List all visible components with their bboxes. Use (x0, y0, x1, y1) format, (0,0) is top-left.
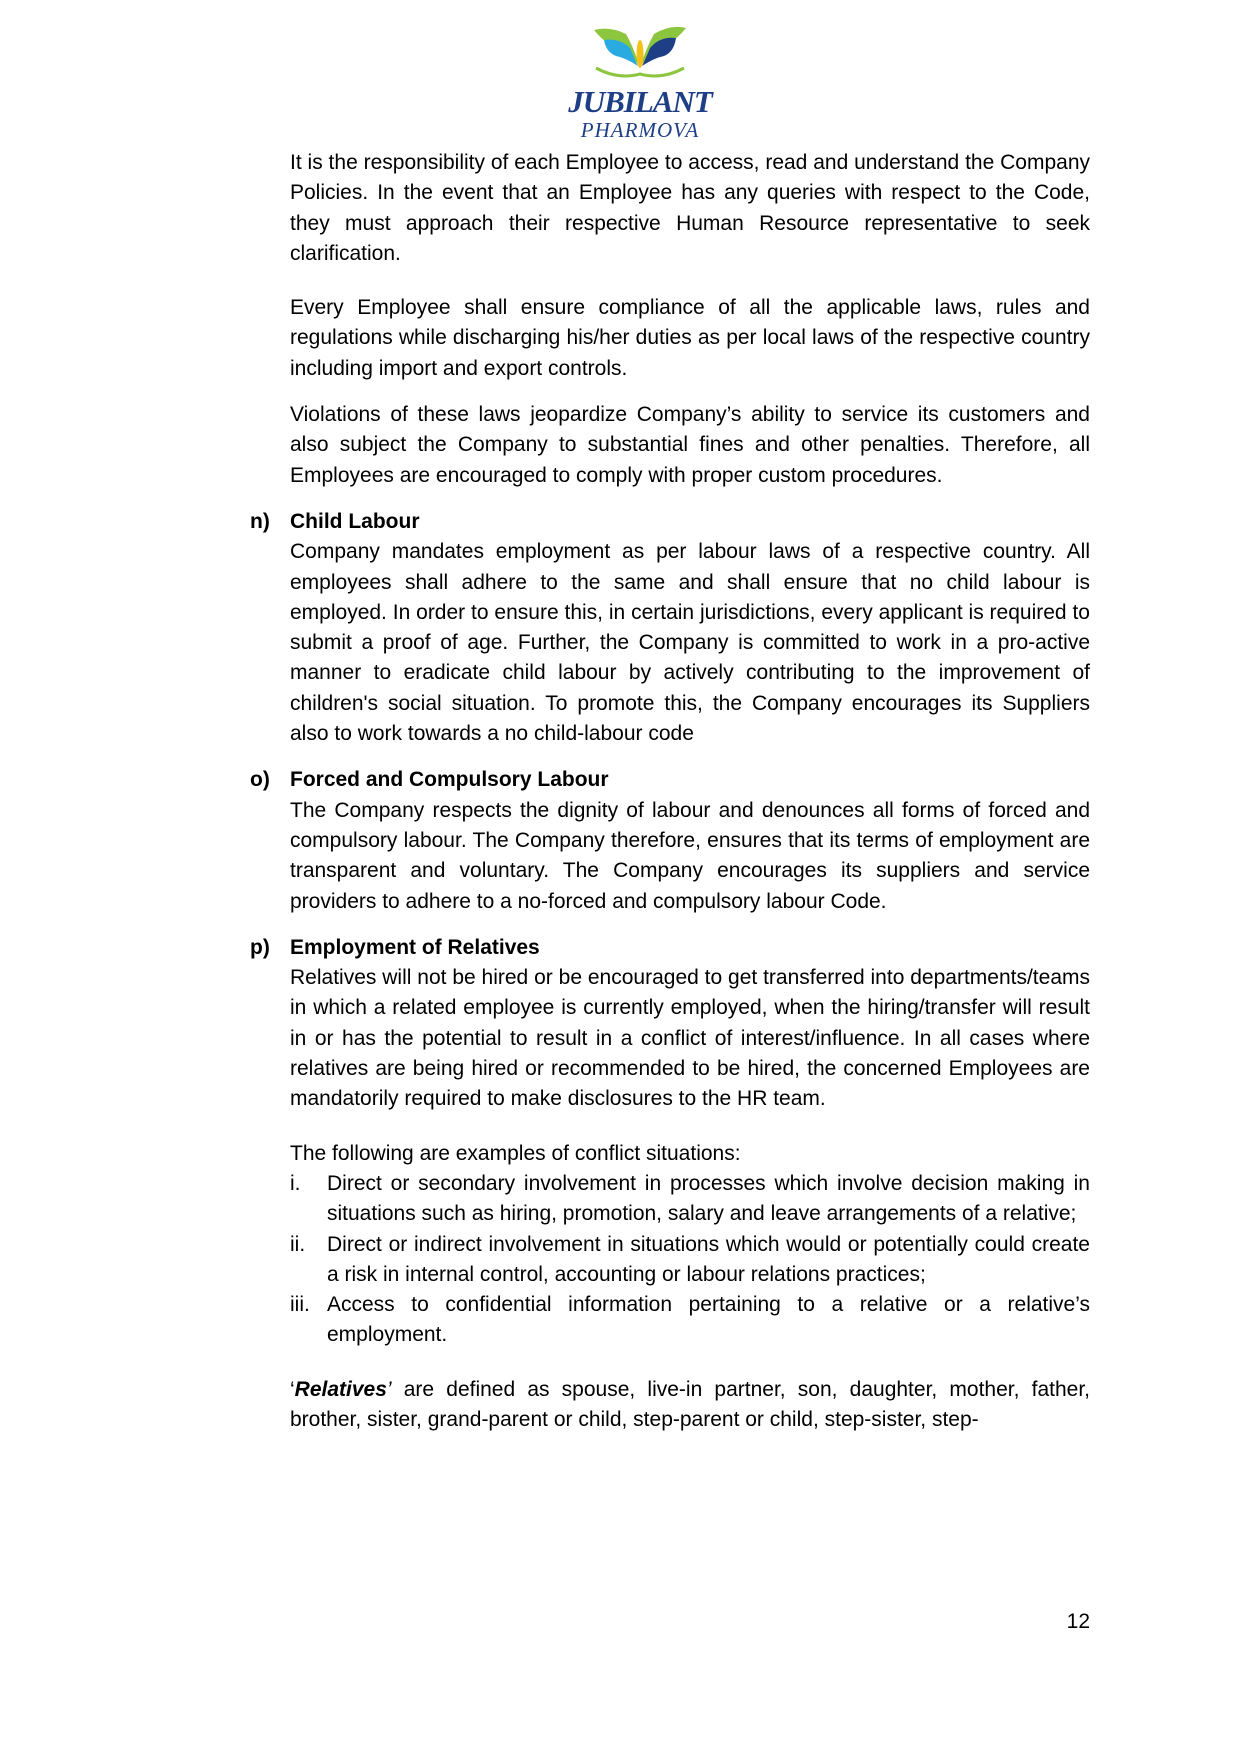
section-title: Forced and Compulsory Labour (290, 768, 609, 792)
list-item (290, 1290, 1090, 1351)
section-body: The Company respects the dignity of labour and denounces all forms of forced and compulsory labour. The Company therefore, ensures that its terms of employment are transparent and voluntary. The Company encourages its suppliers and service providers to adhere to a no-forced and compulsory labour Code. (290, 798, 1090, 913)
intro-paragraph-1: It is the responsibility of each Employee to access, read and understand the Company Policies. In the event that an Employee has any queries with respect to the Code, they must approach their respective Human Resource representative to seek clarification. (290, 151, 1090, 265)
logo-wordmark-jubilant: JUBILANT (568, 84, 712, 119)
section-body: Relatives will not be hired or be encouraged to get transferred into departments/teams in which a related employee is currently employed, when the hiring/transfer will result in or has the potential to result in a conflict of interest/influence. In all cases where relatives are being hired or recommended to be hired, the concerned Employees are mandatorily required to make disclosures to the HR team. (290, 966, 1090, 1111)
section-letter: n) (250, 509, 270, 533)
company-logo (560, 24, 720, 144)
section-employment-of-relatives (250, 933, 1090, 1435)
logo-wordmark-pharmova: PHARMOVA (580, 118, 700, 142)
definition-open-quote: ‘ (290, 1377, 295, 1401)
section-title: Child Labour (290, 509, 420, 533)
section-forced-labour (250, 765, 1090, 916)
definition-close-quote: ’ (386, 1377, 392, 1401)
definition-term: Relatives (294, 1377, 387, 1401)
definition-text: are defined as spouse, live-in partner, son, daughter, mother, father, brother, sister, grand-parent or child, step-parent or child, step-sister, step- (290, 1377, 1090, 1431)
examples-intro: The following are examples of conflict situations: (290, 1141, 741, 1165)
list-item-text: Direct or indirect involvement in situations which would or potentially could create a risk in internal control, accounting or labour relations practices; (327, 1232, 1090, 1286)
list-item-text: Direct or secondary involvement in processes which involve decision making in situations such as hiring, promotion, salary and leave arrangements of a relative; (327, 1171, 1090, 1226)
relatives-definition (290, 1375, 1090, 1436)
list-item-number: ii. (290, 1232, 306, 1256)
section-child-labour (250, 507, 1090, 749)
conflict-examples-list (290, 1169, 1090, 1351)
list-item (290, 1230, 1090, 1291)
list-item-number: iii. (290, 1293, 310, 1317)
intro-paragraph-3: Violations of these laws jeopardize Company’s ability to service its customers and also subject the Company to substantial fines and other penalties. Therefore, all Employees are encouraged to comply with proper custom procedures. (290, 403, 1090, 487)
butterfly-logo-icon (590, 24, 690, 86)
list-item (290, 1169, 1090, 1230)
section-letter: o) (250, 768, 270, 792)
section-title: Employment of Relatives (290, 935, 540, 959)
section-body: Company mandates employment as per labour laws of a respective country. All employees shall adhere to the same and shall ensure that no child labour is employed. In order to ensure this, in certain jurisdictions, every applicant is required to submit a proof of age. Further, the Company is committed to work in a pro-active manner to eradicate child labour by actively contributing to the improvement of children's social situation. To promote this, the Company encourages its Suppliers also to work towards a no child-labour code (290, 540, 1090, 746)
page-number: 12 (1066, 1610, 1090, 1633)
list-item-text: Access to confidential information pertaining to a relative or a relative’s employment. (327, 1293, 1090, 1347)
section-letter: p) (250, 935, 270, 959)
intro-paragraph-2: Every Employee shall ensure compliance of all the applicable laws, rules and regulations while discharging his/her duties as per local laws of the respective country including import and export controls. (290, 296, 1090, 380)
document-body (250, 148, 1090, 1435)
list-item-number: i. (290, 1171, 301, 1195)
